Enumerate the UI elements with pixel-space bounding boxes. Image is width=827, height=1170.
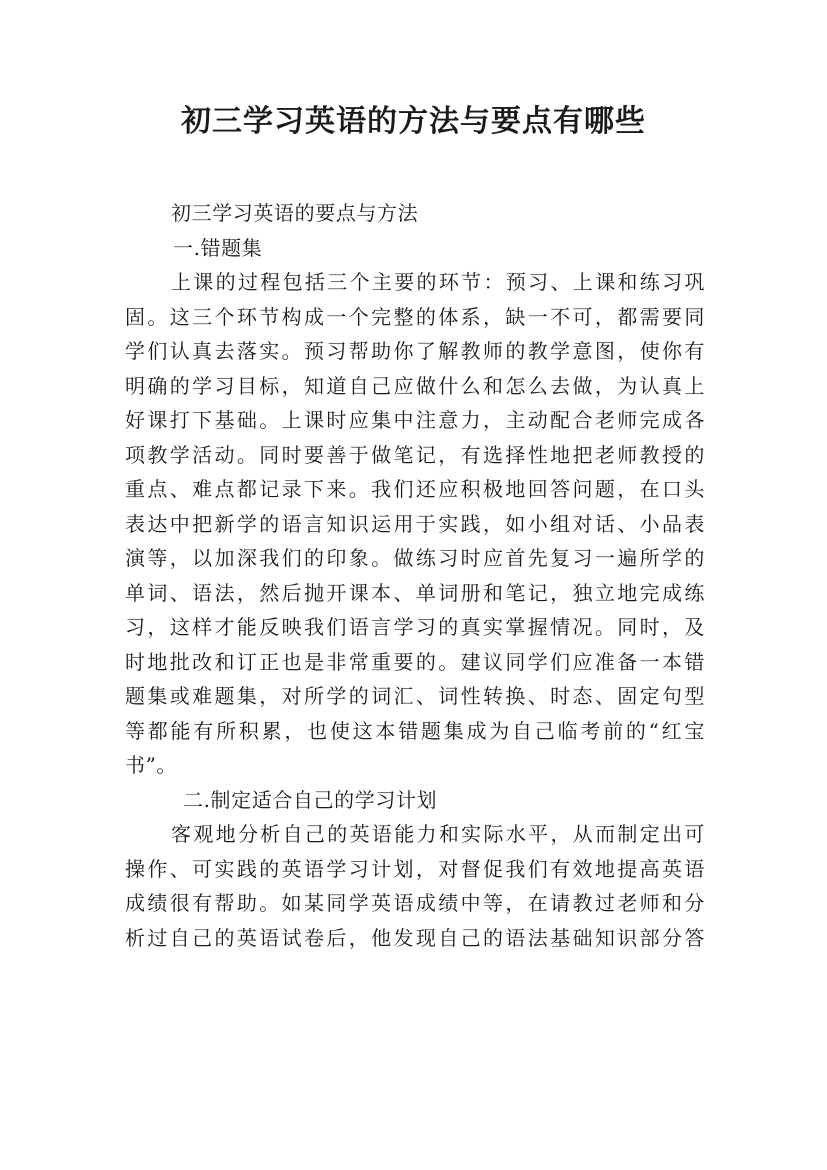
- text-line: 客观地分析自己的英语能力和实际水平，从而制定出可: [171, 822, 705, 846]
- text-line: 表达中把新学的语言知识运用于实践，如小组对话、小品表: [125, 511, 705, 536]
- text-line: 项教学活动。同时要善于做笔记，有选择性地把老师教授的: [125, 442, 705, 467]
- text-line: 固。这三个环节构成一个完整的体系，缺一不可，都需要同: [125, 304, 705, 329]
- text-line: 好课打下基础。上课时应集中注意力，主动配合老师完成各: [125, 408, 705, 432]
- document-body: [125, 196, 705, 955]
- section-heading-1: 一.错题集: [173, 235, 263, 260]
- text-line: 上课的过程包括三个主要的环节：预习、上课和练习巩: [171, 270, 705, 294]
- section-heading-2: 二.制定适合自己的学习计划: [183, 787, 438, 812]
- document-title: 初三学习英语的方法与要点有哪些: [181, 104, 646, 139]
- text-line: 成绩很有帮助。如某同学英语成绩中等，在请教过老师和分: [125, 891, 705, 915]
- section-1-paragraph: [125, 265, 705, 783]
- document-subtitle: 初三学习英语的要点与方法: [171, 201, 419, 225]
- text-line: 习，这样才能反映我们语言学习的真实掌握情况。同时，及: [125, 615, 705, 639]
- section-2-paragraph: [125, 817, 705, 955]
- text-line: 重点、难点都记录下来。我们还应积极地回答问题，在口头: [125, 477, 705, 501]
- text-line: 学们认真去落实。预习帮助你了解教师的教学意图，使你有: [125, 339, 705, 363]
- text-line: 单词、语法，然后抛开课本、单词册和笔记，独立地完成练: [125, 580, 705, 605]
- text-line: 题集或难题集，对所学的词汇、词性转换、时态、固定句型: [125, 684, 705, 708]
- text-line: 书”。: [125, 753, 178, 777]
- text-line: 演等，以加深我们的印象。做练习时应首先复习一遍所学的: [125, 546, 705, 570]
- text-line: 时地批改和订正也是非常重要的。建议同学们应准备一本错: [125, 649, 705, 674]
- text-line: 明确的学习目标，知道自己应做什么和怎么去做，为认真上: [125, 373, 705, 398]
- text-line: 等都能有所积累，也使这本错题集成为自己临考前的“红宝: [125, 718, 705, 743]
- text-line: 操作、可实践的英语学习计划，对督促我们有效地提高英语: [125, 856, 705, 881]
- text-line: 析过自己的英语试卷后，他发现自己的语法基础知识部分答: [125, 925, 705, 950]
